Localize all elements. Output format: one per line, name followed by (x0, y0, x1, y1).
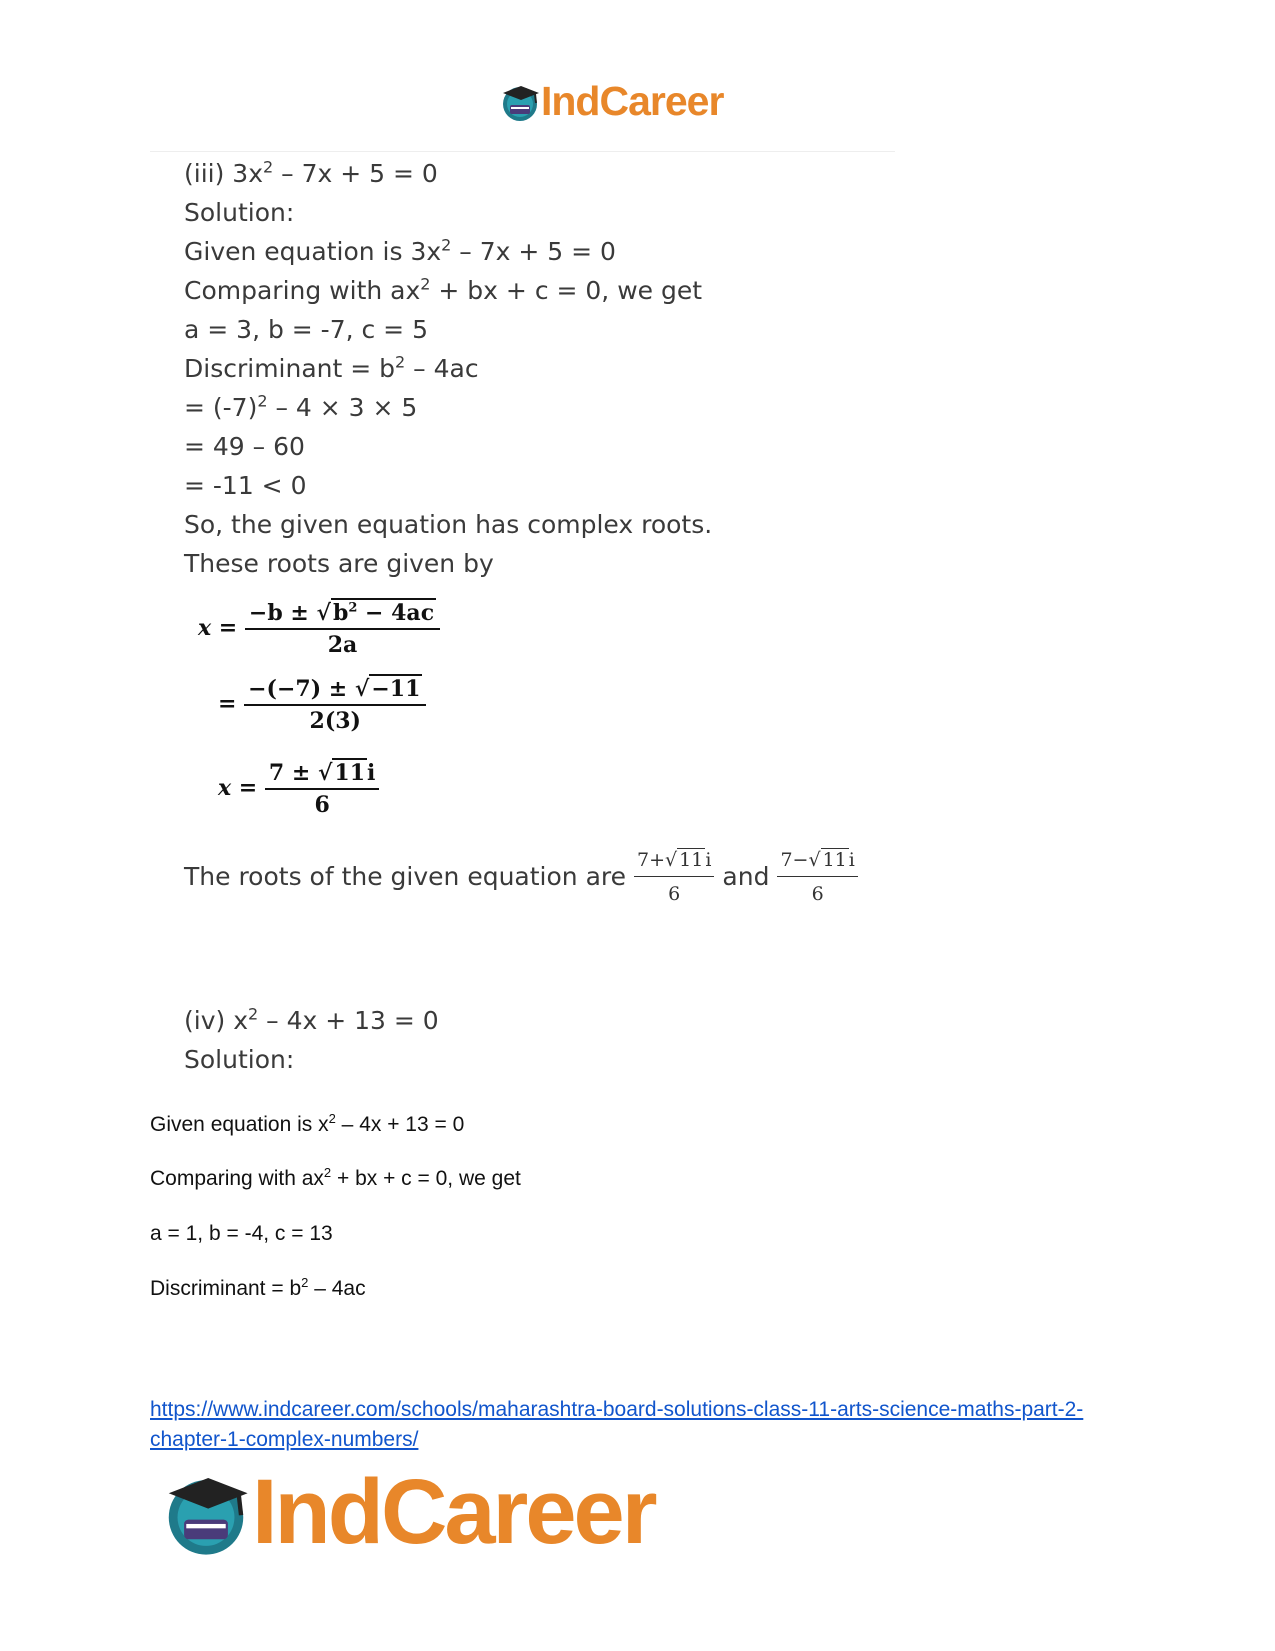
complex-roots-statement: So, the given equation has complex roots. (184, 510, 713, 539)
solution-label-iv: Solution: (184, 1045, 295, 1074)
given-equation-iii: Given equation is $3x^2 - 7x + 5 = 0$ (184, 235, 616, 266)
discriminant-iii: Discriminant = $b^2 - 4ac$ (184, 352, 479, 383)
coefficients-iii: a = 3, b = -7, c = 5 (184, 315, 428, 344)
roots-given-by: These roots are given by (184, 549, 494, 578)
comparing-iii: Comparing with $ax^2$ + bx + c = 0, we get (184, 274, 703, 305)
root-1: $\frac{7+√ 11 i}{6}$ (634, 845, 714, 909)
brand-name: IndCareer (252, 1461, 655, 1563)
quadratic-formula: x = $\frac{-b \pm √b^2 - 4ac}{2a}$ (198, 600, 440, 658)
simplified-formula: x = $\frac{7 \pm √11i}{6}$ (218, 760, 379, 818)
graduation-cap-logo-icon (499, 81, 541, 123)
given-equation-iv: Given equation is $x^2 - 4x + 13 = 0$ (150, 1111, 465, 1136)
comparing-iv: Comparing with $ax^2$ + bx + c = 0, we get (150, 1165, 521, 1190)
graduation-cap-logo-icon (160, 1467, 252, 1559)
top-logo (499, 78, 723, 125)
roots-sentence: The roots of the given equation are $\frac{7+√ 11 i}{6}$ and $\frac{7-√ 11 i}{6}$ (184, 845, 858, 909)
source-link[interactable]: https://www.indcareer.com/schools/maharashtra-board-solutions-class-11-arts-science-maths-part-2-chapter-1-complex-numbers/ (150, 1398, 1084, 1451)
root-2: $\frac{7-√ 11 i}{6}$ (777, 845, 857, 909)
divider (150, 151, 895, 152)
substituted-formula: = $\frac{-(-7) \pm √-11}{2(3)}$ (218, 676, 426, 734)
bottom-logo (160, 1460, 655, 1565)
coefficients-iv: a = 1, b = -4, c = 13 (150, 1222, 333, 1245)
solution-label-iii: Solution: (184, 198, 295, 227)
step-3-iii: = -11 < 0 (184, 471, 307, 500)
step-2-iii: = 49 – 60 (184, 432, 305, 461)
brand-name: IndCareer (541, 78, 724, 124)
question-iv: (iv) $x^2 - 4x + 13 = 0$ (184, 1004, 439, 1035)
step-1-iii: = $(-7)^2 - 4 \times 3 \times 5$ (184, 391, 418, 422)
discriminant-iv: Discriminant = $b^2 - 4ac$ (150, 1275, 366, 1300)
question-iii: (iii) $3x^2 - 7x + 5 = 0$ (184, 157, 438, 188)
